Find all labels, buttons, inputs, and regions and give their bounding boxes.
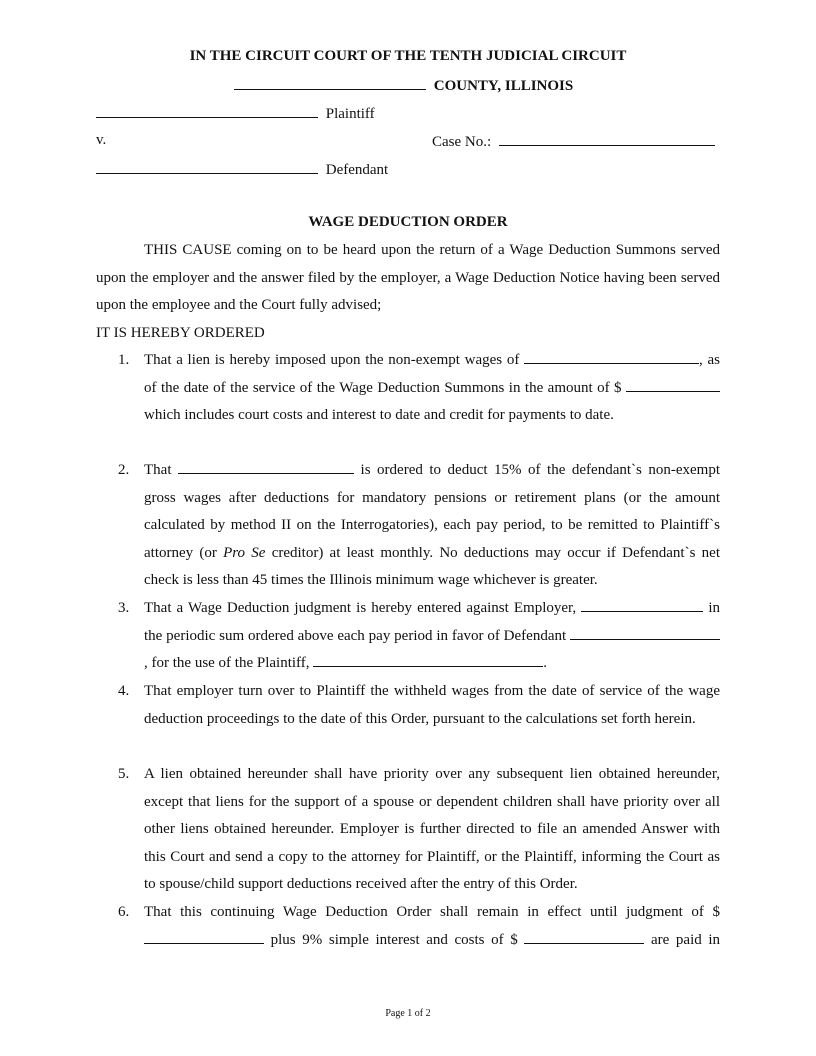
defendant-blank[interactable] — [96, 160, 318, 174]
item-2-text-a: That — [144, 462, 172, 478]
plaintiff-label: Plaintiff — [325, 106, 375, 122]
item-1-text-d: which includes court costs and interest to date and credit for payments to date. — [144, 407, 614, 424]
plaintiff-blank[interactable] — [96, 104, 318, 118]
costs-blank[interactable] — [524, 930, 644, 944]
item-2-text-b: is ordered to deduct 15% of the defendant`s non-exempt gross wages after deductions for mandatory pensions or retirement plans (or the amount calculated by method II on the Interrogatories), each pay period, to be remitted to Plaintiff`s attorney (or — [144, 462, 721, 561]
employee-name-blank[interactable] — [524, 350, 699, 364]
case-no-blank[interactable] — [499, 132, 715, 146]
item-number: 4. — [118, 683, 130, 699]
item-6-text-a: That this continuing Wage Deduction Order shall remain in effect until judgment of $ — [144, 904, 720, 920]
order-item-5: A lien obtained hereunder shall have priority over any subsequent lien obtained hereunder, except that liens for the support of a spouse or dependent children shall have priority over all other liens obtained hereunder. Employer is further directed to file an amended Answer with this Court and send a copy to the attorney for Plaintiff, or the Plaintiff, informing the Court as to spouse/child support deductions received after the entry of this Order. — [144, 766, 720, 893]
court-heading: IN THE CIRCUIT COURT OF THE TENTH JUDICIAL CIRCUIT — [189, 48, 627, 64]
item-number: 6. — [118, 904, 130, 920]
item-3-text-a: That a Wage Deduction judgment is hereby entered against Employer, — [144, 600, 577, 616]
plaintiff-use-blank[interactable] — [313, 653, 543, 667]
item-6-text-c: are paid in — [650, 931, 721, 948]
order-item-3 — [144, 595, 720, 678]
item-3-text-b: in the periodic sum ordered above each pay period in favor of Defendant — [144, 600, 721, 644]
order-item-4: That employer turn over to Plaintiff the withheld wages from the date of service of the wage deduction proceedings to the date of this Order, pursuant to the calculations set forth herein. — [144, 683, 720, 727]
item-2-italic: Pro Se — [223, 544, 266, 561]
plaintiff-line — [96, 104, 375, 123]
county-suffix: COUNTY, ILLINOIS — [433, 78, 574, 94]
versus: v. — [96, 132, 107, 148]
item-number: 3. — [118, 600, 130, 616]
defendant-favor-blank[interactable] — [570, 626, 720, 640]
employer-name-blank[interactable] — [178, 460, 354, 474]
item-2-text-c: creditor) at least monthly. No deductions may occur if Defendant`s net check is less than 45 times the Illinois minimum wage whichever is greater. — [144, 544, 720, 589]
case-no-label: Case No.: — [432, 134, 492, 150]
item-number: 5. — [118, 766, 130, 782]
county-blank[interactable] — [234, 76, 426, 90]
ordered-heading: IT IS HEREBY ORDERED — [96, 325, 265, 341]
judgment-amount-blank[interactable] — [626, 378, 720, 392]
item-number: 1. — [118, 352, 130, 368]
item-1-text-c: as of the date of the service of the Wage Deduction Summons in the amount of $ — [144, 352, 721, 396]
defendant-label: Defendant — [325, 162, 389, 178]
item-3-text-d: . — [543, 655, 548, 672]
order-title: WAGE DEDUCTION ORDER — [308, 214, 508, 230]
case-no-line — [432, 132, 715, 151]
judgment-total-blank[interactable] — [144, 930, 264, 944]
order-item-2 — [144, 457, 720, 595]
order-item-6 — [144, 899, 720, 954]
item-3-text-c: , for the use of the Plaintiff, — [144, 655, 310, 672]
item-1-text-a: That a lien is hereby imposed upon the non-exempt wages of — [144, 352, 520, 368]
county-line — [234, 76, 573, 95]
intro-paragraph: THIS CAUSE coming on to be heard upon the return of a Wage Deduction Summons served upon the employer and the answer filed by the employer, a Wage Deduction Notice having been served upon the employee and the Court fully advised; — [96, 242, 720, 314]
item-6-text-b: plus 9% simple interest and costs of $ — [270, 931, 518, 948]
defendant-line — [96, 160, 388, 179]
order-item-1 — [144, 347, 720, 430]
employer-judgment-blank[interactable] — [581, 598, 703, 612]
item-1-text-b: , — [699, 352, 703, 368]
page-number: Page 1 of 2 — [385, 1008, 431, 1019]
item-number: 2. — [118, 462, 130, 478]
